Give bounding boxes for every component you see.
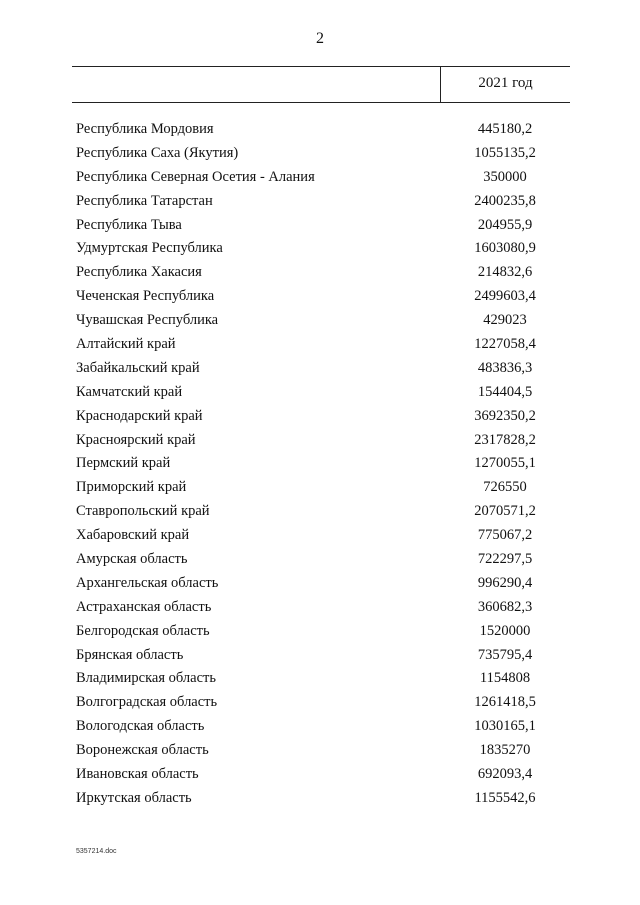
- table-row: [0, 429, 640, 453]
- region-value: 1055135,2: [474, 144, 536, 161]
- table-row: [0, 596, 640, 620]
- table-row: [0, 214, 640, 238]
- region-value: 204955,9: [477, 216, 533, 233]
- region-name: Ставропольский край: [76, 503, 210, 520]
- table-row: [0, 476, 640, 500]
- region-value: 154404,5: [477, 383, 533, 400]
- region-name: Краснодарский край: [76, 407, 203, 424]
- table-header: [72, 66, 570, 102]
- region-name: Астраханская область: [76, 598, 212, 615]
- region-name: Вологодская область: [76, 718, 205, 735]
- table-row: [0, 572, 640, 596]
- region-value: 445180,2: [477, 121, 533, 137]
- region-name: Архангельская область: [76, 574, 219, 591]
- table-row: [0, 405, 640, 429]
- table-row: [0, 142, 640, 166]
- region-name: Амурская область: [76, 551, 188, 568]
- region-value: 2070571,2: [474, 503, 536, 520]
- region-value: 2317828,2: [474, 431, 536, 448]
- region-value: 1603080,9: [474, 240, 536, 257]
- table-row: [0, 381, 640, 405]
- region-name: Республика Хакасия: [76, 264, 202, 281]
- region-name: Ивановская область: [76, 766, 199, 783]
- table-row: [0, 285, 640, 309]
- document-id: 5357214.doc: [76, 848, 117, 855]
- region-name: Белгородская область: [76, 622, 210, 639]
- region-value: 722297,5: [477, 551, 533, 568]
- region-value: 775067,2: [477, 527, 533, 544]
- region-value: 483836,3: [477, 359, 533, 376]
- region-value: 726550: [483, 479, 527, 496]
- region-name: Воронежская область: [76, 742, 209, 759]
- region-name: Брянская область: [76, 646, 184, 663]
- region-value: 1835270: [479, 742, 531, 759]
- region-name: Алтайский край: [76, 336, 176, 353]
- region-name: Пермский край: [76, 455, 171, 472]
- region-value: 1155542,6: [474, 789, 536, 806]
- table-body: [0, 118, 640, 811]
- region-name: Волгоградская область: [76, 694, 218, 711]
- header-bottom-rule: [72, 102, 570, 103]
- region-name: Чеченская Республика: [76, 288, 215, 305]
- table-row: [0, 500, 640, 524]
- region-value: 692093,4: [477, 766, 533, 783]
- table-row: [0, 644, 640, 668]
- region-value: 996290,4: [477, 574, 533, 591]
- table-row: [0, 763, 640, 787]
- region-name: Приморский край: [76, 479, 187, 496]
- region-name: Республика Северная Осетия - Алания: [76, 168, 315, 185]
- table-row: [0, 715, 640, 739]
- region-value: 2499603,4: [474, 288, 536, 305]
- region-value: 3692350,2: [474, 407, 536, 424]
- region-value: 1520000: [479, 622, 531, 639]
- region-name: Республика Татарстан: [76, 192, 213, 209]
- table-row: [0, 452, 640, 476]
- table-row: [0, 667, 640, 691]
- table-row: [0, 357, 640, 381]
- table-row: [0, 548, 640, 572]
- region-value: 2400235,8: [474, 192, 536, 209]
- region-name: Забайкальский край: [76, 359, 200, 376]
- table-row: [0, 333, 640, 357]
- region-value: 360682,3: [477, 598, 533, 615]
- table-row: [0, 524, 640, 548]
- region-value: 429023: [483, 312, 527, 329]
- region-name: Удмуртская Республика: [76, 240, 223, 257]
- table-row: [0, 237, 640, 261]
- region-value: 1030165,1: [474, 718, 536, 735]
- table-row: [0, 739, 640, 763]
- table-row: [0, 118, 640, 142]
- region-value: 350000: [483, 168, 527, 185]
- region-value: 735795,4: [477, 646, 533, 663]
- region-value: 1261418,5: [474, 694, 536, 711]
- region-name: Камчатский край: [76, 383, 183, 400]
- table-row: [0, 261, 640, 285]
- region-value: 1227058,4: [474, 336, 536, 353]
- page-number: 2: [316, 30, 324, 47]
- region-value: 1270055,1: [474, 455, 536, 472]
- region-name: Республика Мордовия: [76, 121, 214, 137]
- table-row: [0, 190, 640, 214]
- region-name: Владимирская область: [76, 670, 216, 687]
- region-name: Республика Тыва: [76, 216, 182, 233]
- region-name: Красноярский край: [76, 431, 196, 448]
- table-row: [0, 691, 640, 715]
- region-name: Республика Саха (Якутия): [76, 144, 239, 161]
- header-year: 2021 год: [478, 75, 533, 91]
- region-value: 1154808: [479, 670, 531, 687]
- header-top-rule: [72, 66, 570, 67]
- table-row: [0, 309, 640, 333]
- region-name: Чувашская Республика: [76, 312, 219, 329]
- region-name: Иркутская область: [76, 789, 192, 806]
- table-row: [0, 620, 640, 644]
- region-value: 214832,6: [477, 264, 533, 281]
- table-row: [0, 787, 640, 811]
- region-name: Хабаровский край: [76, 527, 190, 544]
- table-row: [0, 166, 640, 190]
